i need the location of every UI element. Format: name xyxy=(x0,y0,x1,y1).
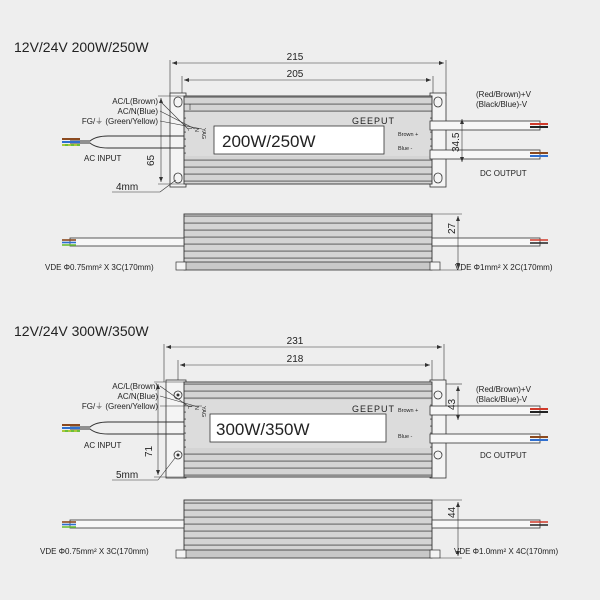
svg-text:(Black/Blue)-V: (Black/Blue)-V xyxy=(476,100,528,109)
hole-size xyxy=(112,458,175,481)
output-cables xyxy=(430,90,548,178)
svg-text:AC/L(Brown): AC/L(Brown) xyxy=(112,382,158,391)
output-caption: DC OUTPUT xyxy=(480,451,527,460)
input-caption: AC INPUT xyxy=(84,154,122,163)
input-caption: AC INPUT xyxy=(84,441,122,450)
svg-text:AC/N(Blue): AC/N(Blue) xyxy=(117,392,158,401)
svg-text:205: 205 xyxy=(286,69,304,80)
output-pin-label-neg: Blue - xyxy=(398,146,413,152)
svg-text:FG/⏚ (Green/Yellow): FG/⏚ (Green/Yellow) xyxy=(81,117,158,126)
output-pin-label-pos: Brown + xyxy=(398,132,419,138)
brand-label: GEEPUT xyxy=(352,404,396,414)
svg-text:AC/L(Brown): AC/L(Brown) xyxy=(112,97,158,106)
svg-text:218: 218 xyxy=(286,354,304,365)
hole-size xyxy=(112,180,176,193)
dim-inner-width xyxy=(182,69,433,96)
power-label: 200W/250W xyxy=(222,132,316,151)
output-pin-label-pos: Brown + xyxy=(398,408,419,414)
svg-text:N: N xyxy=(193,406,199,410)
output-pin-label-neg: Blue - xyxy=(398,434,413,440)
power-label: 300W/350W xyxy=(216,420,310,439)
svg-text:YAG: YAG xyxy=(200,128,206,140)
housing-side-view xyxy=(40,500,559,558)
housing-side-view xyxy=(45,214,553,272)
dim-side: 44 xyxy=(447,506,458,518)
dim-total-width xyxy=(170,52,446,96)
svg-text:AC/N(Blue): AC/N(Blue) xyxy=(117,107,158,116)
svg-text:71: 71 xyxy=(144,445,155,457)
section-300w xyxy=(14,323,559,558)
svg-text:231: 231 xyxy=(286,336,304,347)
brand-label: GEEPUT xyxy=(352,116,396,126)
cable-in-spec: VDE Φ0.75mm² X 3C(170mm) xyxy=(40,547,149,556)
svg-text:N: N xyxy=(193,128,199,132)
output-caption: DC OUTPUT xyxy=(480,169,527,178)
dim-inner-width xyxy=(178,354,432,382)
svg-text:34.5: 34.5 xyxy=(451,132,462,152)
svg-text:215: 215 xyxy=(286,52,304,63)
svg-text:YAG: YAG xyxy=(200,406,206,418)
svg-text:(Black/Blue)-V: (Black/Blue)-V xyxy=(476,395,528,404)
section-title: 12V/24V 300W/350W xyxy=(14,323,149,339)
svg-text:43: 43 xyxy=(447,398,458,410)
svg-text:FG/⏚ (Green/Yellow): FG/⏚ (Green/Yellow) xyxy=(81,402,158,411)
output-cables xyxy=(430,385,548,460)
cable-out-spec: VDE Φ1.0mm² X 4C(170mm) xyxy=(454,547,559,556)
dim-side: 27 xyxy=(447,222,458,234)
section-200w xyxy=(14,39,553,272)
dim-total-width xyxy=(164,336,444,382)
svg-text:4mm: 4mm xyxy=(116,182,139,193)
svg-text:5mm: 5mm xyxy=(116,470,139,481)
svg-text:(Red/Brown)+V: (Red/Brown)+V xyxy=(476,90,531,99)
cable-out-spec: VDE Φ1mm² X 2C(170mm) xyxy=(455,263,553,272)
svg-text:65: 65 xyxy=(146,154,157,166)
cable-in-spec: VDE Φ0.75mm² X 3C(170mm) xyxy=(45,263,154,272)
section-title: 12V/24V 200W/250W xyxy=(14,39,149,55)
svg-text:L: L xyxy=(186,406,192,410)
svg-text:(Red/Brown)+V: (Red/Brown)+V xyxy=(476,385,531,394)
svg-text:L: L xyxy=(186,128,192,132)
